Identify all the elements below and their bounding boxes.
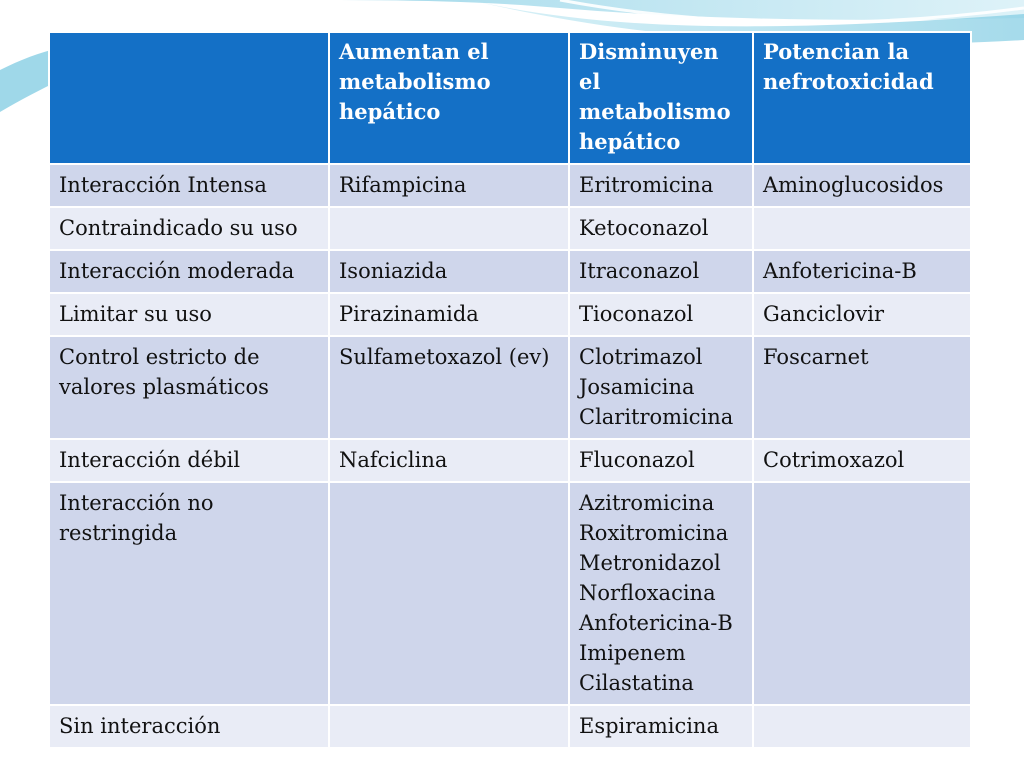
table-row <box>49 250 971 293</box>
cell-line: Eritromicina <box>579 173 714 197</box>
cell-line: Claritromicina <box>579 405 734 429</box>
cell-line: Cotrimoxazol <box>763 448 905 472</box>
disminuyen-cell <box>569 439 753 482</box>
header-line: Aumentan el <box>339 39 489 64</box>
header-line: Potencian la <box>763 39 910 64</box>
aumentan-cell <box>329 164 569 207</box>
cell-line: Josamicina <box>579 375 695 399</box>
header-line: metabolismo <box>339 69 491 94</box>
aumentan-cell <box>329 482 569 705</box>
potencian-cell <box>753 482 971 705</box>
cell-line: Interacción moderada <box>59 259 295 283</box>
cell-line: Contraindicado su uso <box>59 216 298 240</box>
cell-line: Roxitromicina <box>579 521 729 545</box>
header-corner-cell <box>49 32 329 164</box>
header-line: metabolismo <box>579 99 731 124</box>
table-row <box>49 482 971 705</box>
potencian-cell <box>753 207 971 250</box>
disminuyen-cell <box>569 293 753 336</box>
drug-interaction-table <box>48 31 972 749</box>
potencian-cell <box>753 705 971 748</box>
cell-line: Interacción Intensa <box>59 173 267 197</box>
cell-line: Fluconazol <box>579 448 695 472</box>
cell-line: Itraconazol <box>579 259 700 283</box>
cell-line: Norfloxacina <box>579 581 716 605</box>
header-aumentan <box>329 32 569 164</box>
cell-line: Foscarnet <box>763 345 869 369</box>
disminuyen-cell <box>569 336 753 439</box>
cell-line: Interacción no <box>59 491 214 515</box>
cell-line: Clotrimazol <box>579 345 703 369</box>
table-row <box>49 164 971 207</box>
table-row <box>49 207 971 250</box>
cell-line: Nafciclina <box>339 448 448 472</box>
row-label-cell <box>49 336 329 439</box>
cell-line: Espiramicina <box>579 714 719 738</box>
cell-line: restringida <box>59 521 178 545</box>
cell-line: Control estricto de <box>59 345 260 369</box>
cell-line: Interacción débil <box>59 448 241 472</box>
aumentan-cell <box>329 207 569 250</box>
row-label-cell <box>49 293 329 336</box>
header-line: hepático <box>339 99 441 124</box>
cell-line: Aminoglucosidos <box>763 173 944 197</box>
cell-line: Anfotericina-B <box>579 611 733 635</box>
row-label-cell <box>49 439 329 482</box>
table-row <box>49 293 971 336</box>
cell-line: Limitar su uso <box>59 302 212 326</box>
row-label-cell <box>49 164 329 207</box>
aumentan-cell <box>329 250 569 293</box>
aumentan-cell <box>329 336 569 439</box>
row-label-cell <box>49 482 329 705</box>
cell-line: Isoniazida <box>339 259 448 283</box>
disminuyen-cell <box>569 207 753 250</box>
aumentan-cell <box>329 293 569 336</box>
header-disminuyen <box>569 32 753 164</box>
table-row <box>49 439 971 482</box>
potencian-cell <box>753 293 971 336</box>
cell-line: valores plasmáticos <box>59 375 269 399</box>
row-label-cell <box>49 207 329 250</box>
row-label-cell <box>49 250 329 293</box>
disminuyen-cell <box>569 250 753 293</box>
aumentan-cell <box>329 705 569 748</box>
aumentan-cell <box>329 439 569 482</box>
disminuyen-cell <box>569 164 753 207</box>
cell-line: Cilastatina <box>579 671 694 695</box>
cell-line: Metronidazol <box>579 551 721 575</box>
swoosh-top-band <box>0 0 1024 20</box>
cell-line: Pirazinamida <box>339 302 479 326</box>
cell-line: Imipenem <box>579 641 686 665</box>
header-line: nefrotoxicidad <box>763 69 934 94</box>
cell-line: Ganciclovir <box>763 302 885 326</box>
row-label-cell <box>49 705 329 748</box>
table-body <box>49 164 971 748</box>
potencian-cell <box>753 439 971 482</box>
header-line: hepático <box>579 129 681 154</box>
disminuyen-cell <box>569 482 753 705</box>
potencian-cell <box>753 164 971 207</box>
cell-line: Azitromicina <box>579 491 715 515</box>
header-line: el <box>579 69 601 94</box>
header-potencian <box>753 32 971 164</box>
table-row <box>49 336 971 439</box>
cell-line: Ketoconazol <box>579 216 709 240</box>
cell-line: Tioconazol <box>579 302 694 326</box>
table-row <box>49 705 971 748</box>
disminuyen-cell <box>569 705 753 748</box>
cell-line: Sin interacción <box>59 714 221 738</box>
cell-line: Sulfametoxazol (ev) <box>339 345 550 369</box>
cell-line: Anfotericina-B <box>763 259 917 283</box>
cell-line: Rifampicina <box>339 173 467 197</box>
potencian-cell <box>753 336 971 439</box>
header-line: Disminuyen <box>579 39 719 64</box>
table-header-row <box>49 32 971 164</box>
potencian-cell <box>753 250 971 293</box>
